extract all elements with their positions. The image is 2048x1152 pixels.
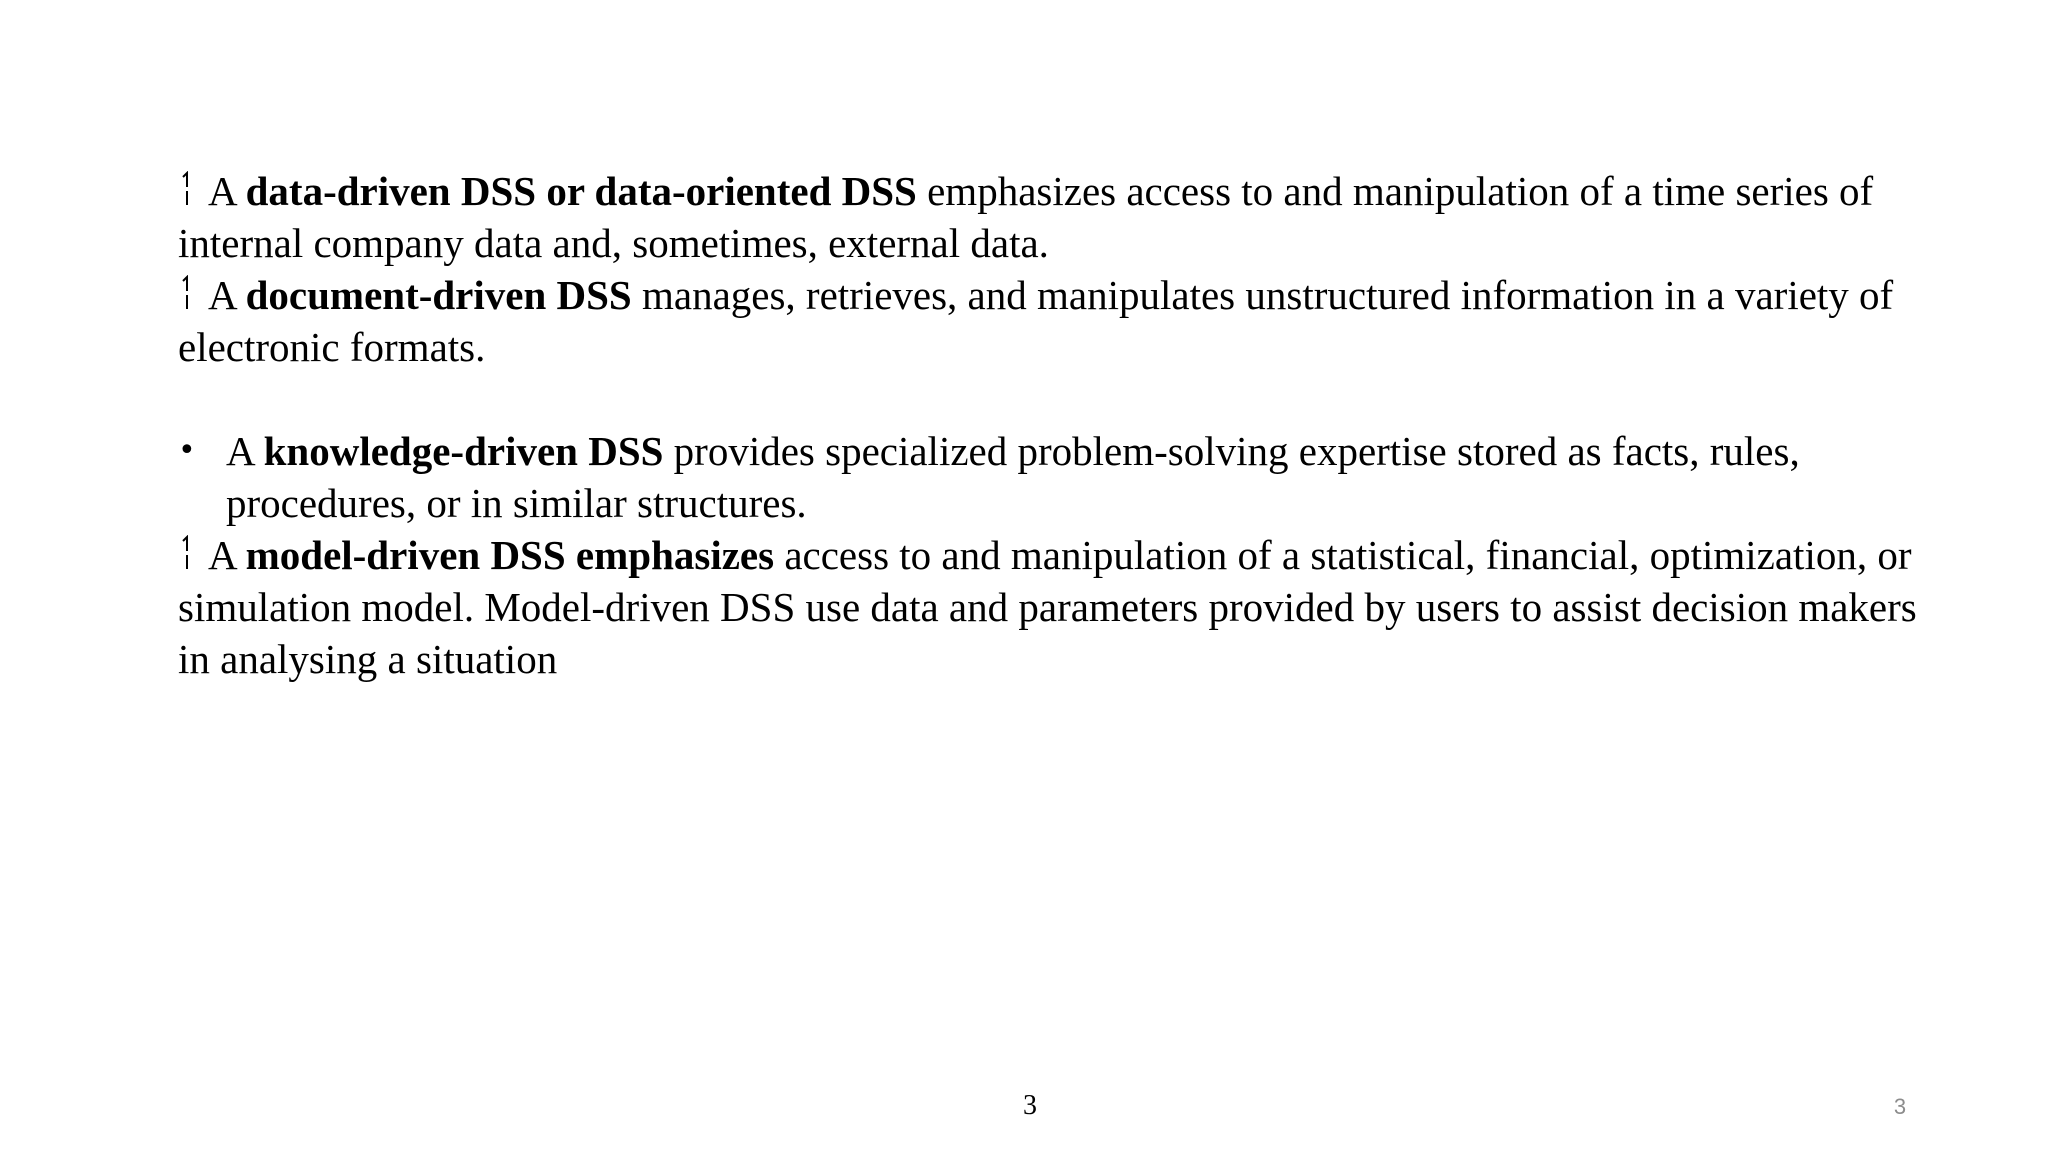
paragraph-lead: A (208, 168, 246, 214)
paragraph-data-driven (178, 165, 1958, 269)
paragraph-document-driven (178, 269, 1958, 373)
paragraph-term: data-driven DSS or data-oriented DSS (245, 168, 917, 214)
paragraph-lead: A (208, 532, 246, 578)
paragraph-term: model-driven DSS emphasizes (245, 532, 775, 578)
paragraph-term: document-driven DSS (245, 272, 632, 318)
paragraph-term: knowledge-driven DSS (263, 428, 664, 474)
broken-glyph-marker-icon (178, 275, 198, 311)
slide-number: 3 (1893, 1094, 1907, 1119)
paragraph-lead: A (208, 272, 246, 318)
paragraph-text: manages, retrieves, and manipulates unstructured information in a variety of electronic formats. (178, 272, 1894, 370)
broken-glyph-marker-icon (178, 171, 198, 207)
slide-body (178, 165, 1958, 685)
paragraph-text: provides specialized problem-solving expertise stored as facts, rules, procedures, or in similar structures. (226, 428, 1800, 526)
paragraph-knowledge-driven (178, 425, 1958, 529)
paragraph-model-driven (178, 529, 1958, 685)
paragraph-text: access to and manipulation of a statistical, financial, optimization, or simulation model. Model-driven DSS use data and parameters provided by users to assist decision makers in analysing a situation (178, 532, 1917, 682)
paragraph-lead: A (226, 428, 264, 474)
bullet-dot-icon: • (178, 433, 196, 468)
footer-page-number: 3 (1023, 1090, 1037, 1121)
broken-glyph-marker-icon (178, 535, 198, 571)
paragraph-text: emphasizes access to and manipulation of a time series of internal company data and, sometimes, external data. (178, 168, 1874, 266)
